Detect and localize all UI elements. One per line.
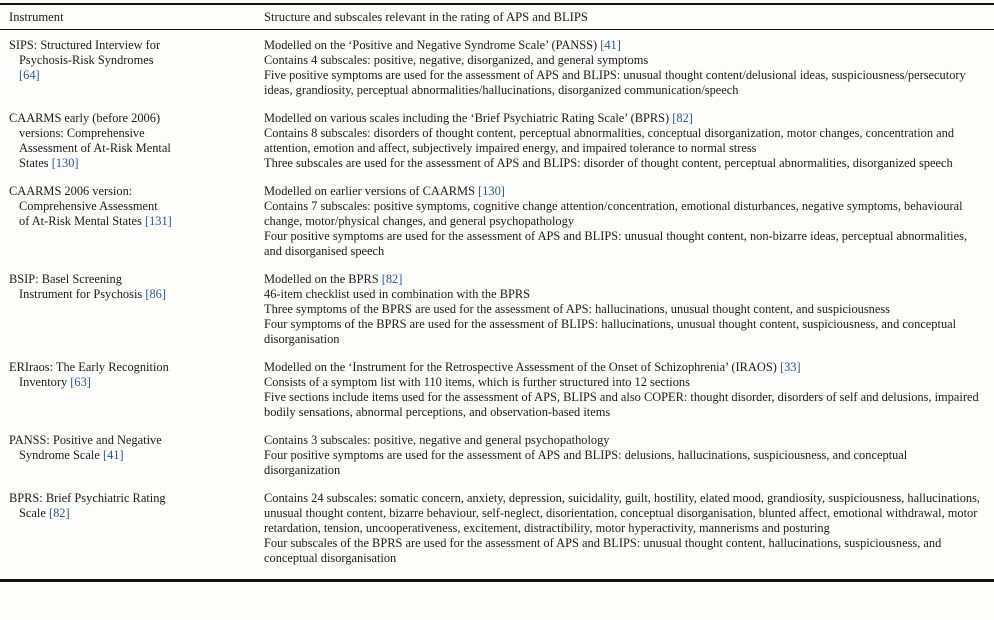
instrument-line xyxy=(9,156,247,171)
citation-ref[interactable]: [33] xyxy=(779,360,801,374)
text-run: States xyxy=(19,156,52,170)
text-run: of At-Risk Mental States xyxy=(19,214,145,228)
structure-cell xyxy=(255,184,994,272)
instrument-cell xyxy=(0,433,255,491)
text-run: Syndrome Scale xyxy=(19,448,103,462)
instrument-line xyxy=(9,126,247,141)
text-run: Modelled on the BPRS xyxy=(264,272,382,286)
instrument-cell xyxy=(0,184,255,272)
detail-paragraph xyxy=(264,287,986,302)
text-run: Contains 24 subscales: somatic concern, anxiety, depression, suicidality, guilt, hostility, elated mood, grandiosity, suspiciousness, hallucinations, unusual thought content, bizarre behaviour, self-neglect, disorientation, conceptual disorganisation, blunted affect, emotional withdrawal, motor retardation, tension, uncooperativeness, excitement, distractibility, motor hyperactivity, mannerisms and posturing xyxy=(264,491,981,535)
instrument-cell xyxy=(0,111,255,184)
structure-cell xyxy=(255,360,994,433)
structure-cell xyxy=(255,111,994,184)
text-run: BSIP: Basel Screening xyxy=(9,272,122,286)
table-row xyxy=(0,360,994,433)
detail-paragraph xyxy=(264,317,986,347)
citation-ref[interactable]: [64] xyxy=(19,68,40,82)
text-run: Five positive symptoms are used for the assessment of APS and BLIPS: unusual thought content/delusional ideas, suspiciousness/persecutory ideas, grandiosity, perceptual abnormalities/hallucinations, disorganized communication/speech xyxy=(264,68,966,97)
text-run: Consists of a symptom list with 110 items, which is further structured into 12 sections xyxy=(264,375,690,389)
table-row xyxy=(0,433,994,491)
table-row xyxy=(0,30,994,112)
detail-paragraph xyxy=(264,272,986,287)
structure-cell xyxy=(255,491,994,581)
instrument-line xyxy=(9,491,247,506)
instrument-line xyxy=(9,214,247,229)
text-run: Modelled on the ‘Positive and Negative Syndrome Scale’ (PANSS) xyxy=(264,38,601,52)
instruments-table xyxy=(0,3,994,582)
citation-ref[interactable]: [82] xyxy=(672,111,693,125)
header-row xyxy=(0,4,994,30)
detail-paragraph xyxy=(264,375,986,390)
instrument-line xyxy=(9,272,247,287)
text-run: Four positive symptoms are used for the assessment of APS and BLIPS: delusions, hallucinations, suspiciousness, and conceptual disorganization xyxy=(264,448,908,477)
instrument-line xyxy=(9,199,247,214)
table-head xyxy=(0,4,994,30)
instrument-cell xyxy=(0,491,255,581)
text-run: Three symptoms of the BPRS are used for the assessment of APS: hallucinations, unusual thought content, and suspiciousness xyxy=(264,302,891,316)
citation-ref[interactable]: [82] xyxy=(48,506,70,520)
instrument-line xyxy=(9,68,247,83)
text-run: Contains 3 subscales: positive, negative and general psychopathology xyxy=(264,433,610,447)
instrument-line xyxy=(9,506,247,521)
citation-ref[interactable]: [86] xyxy=(145,287,166,301)
text-run: Contains 4 subscales: positive, negative, disorganized, and general symptoms xyxy=(264,53,649,67)
detail-paragraph xyxy=(264,448,986,478)
citation-ref[interactable]: [41] xyxy=(600,38,621,52)
text-run: Four positive symptoms are used for the assessment of APS and BLIPS: unusual thought content, non-bizarre ideas, perceptual abnormalities, and disorganised speech xyxy=(264,229,968,258)
column-header-instrument: Instrument xyxy=(0,4,255,30)
detail-paragraph xyxy=(264,491,986,536)
text-run: Modelled on earlier versions of CAARMS xyxy=(264,184,479,198)
detail-paragraph xyxy=(264,111,986,126)
text-run: ERIraos: The Early Recognition xyxy=(9,360,169,374)
text-run: CAARMS early (before 2006) xyxy=(9,111,161,125)
text-run: CAARMS 2006 version: xyxy=(9,184,133,198)
detail-paragraph xyxy=(264,302,986,317)
instrument-line xyxy=(9,141,247,156)
detail-paragraph xyxy=(264,184,986,199)
text-run: Assessment of At-Risk Mental xyxy=(19,141,171,155)
citation-ref[interactable]: [130] xyxy=(51,156,79,170)
citation-ref[interactable]: [63] xyxy=(70,375,91,389)
detail-paragraph xyxy=(264,199,986,229)
detail-paragraph xyxy=(264,433,986,448)
text-run: Four subscales of the BPRS are used for the assessment of APS and BLIPS: unusual thought content, hallucinations, suspiciousness, and conceptual disorganisation xyxy=(264,536,942,565)
instrument-line xyxy=(9,360,247,375)
detail-paragraph xyxy=(264,229,986,259)
instrument-line xyxy=(9,433,247,448)
column-header-structure: Structure and subscales relevant in the rating of APS and BLIPS xyxy=(255,4,994,30)
citation-ref[interactable]: [41] xyxy=(102,448,124,462)
text-run: Comprehensive Assessment xyxy=(19,199,158,213)
citation-ref[interactable]: [130] xyxy=(478,184,505,198)
text-run: BPRS: Brief Psychiatric Rating xyxy=(9,491,166,505)
detail-paragraph xyxy=(264,68,986,98)
text-run: 46-item checklist used in combination with the BPRS xyxy=(264,287,531,301)
instrument-line xyxy=(9,448,247,463)
instrument-line xyxy=(9,287,247,302)
instrument-line xyxy=(9,184,247,199)
detail-paragraph xyxy=(264,536,986,566)
detail-paragraph xyxy=(264,156,986,171)
text-run: Modelled on various scales including the ‘Brief Psychiatric Rating Scale’ (BPRS) xyxy=(264,111,673,125)
text-run: Modelled on the ‘Instrument for the Retrospective Assessment of the Onset of Schizophrenia’ (IRAOS) xyxy=(264,360,780,374)
detail-paragraph xyxy=(264,360,986,375)
detail-paragraph xyxy=(264,390,986,420)
instrument-cell xyxy=(0,272,255,360)
instrument-cell xyxy=(0,360,255,433)
table-row xyxy=(0,184,994,272)
detail-paragraph xyxy=(264,38,986,53)
text-run: Contains 7 subscales: positive symptoms, cognitive change attention/concentration, emotional disturbances, negative symptoms, behavioural change, motor/physical changes, and general psychopathology xyxy=(264,199,963,228)
detail-paragraph xyxy=(264,53,986,68)
text-run: PANSS: Positive and Negative xyxy=(9,433,162,447)
instrument-line xyxy=(9,111,247,126)
text-run: Inventory xyxy=(19,375,71,389)
citation-ref[interactable]: [82] xyxy=(381,272,403,286)
table-row xyxy=(0,111,994,184)
structure-cell xyxy=(255,433,994,491)
text-run: SIPS: Structured Interview for xyxy=(9,38,161,52)
citation-ref[interactable]: [131] xyxy=(144,214,172,228)
table-row xyxy=(0,491,994,581)
text-run: Instrument for Psychosis xyxy=(19,287,146,301)
text-run: Five sections include items used for the assessment of APS, BLIPS and also COPER: thought disorder, disorders of self and delusions, impaired bodily sensations, abnormal perceptions, and observation-based items xyxy=(264,390,979,419)
table-row xyxy=(0,272,994,360)
structure-cell xyxy=(255,30,994,112)
instrument-line xyxy=(9,375,247,390)
structure-cell xyxy=(255,272,994,360)
text-run: Three subscales are used for the assessment of APS and BLIPS: disorder of thought content, perceptual abnormalities, disorganized speech xyxy=(264,156,953,170)
instrument-line xyxy=(9,53,247,68)
text-run: versions: Comprehensive xyxy=(19,126,145,140)
text-run: Contains 8 subscales: disorders of thought content, perceptual abnormalities, conceptual disorganization, motor changes, concentration and attention, emotion and affect, subjectively impaired energy, and impaired tolerance to normal stress xyxy=(264,126,955,155)
detail-paragraph xyxy=(264,126,986,156)
text-run: Psychosis-Risk Syndromes xyxy=(19,53,154,67)
text-run: Scale xyxy=(19,506,49,520)
instrument-line xyxy=(9,38,247,53)
table-body xyxy=(0,30,994,581)
text-run: Four symptoms of the BPRS are used for the assessment of BLIPS: hallucinations, unusual thought content, suspiciousness, and conceptual disorganisation xyxy=(264,317,957,346)
instrument-cell xyxy=(0,30,255,112)
